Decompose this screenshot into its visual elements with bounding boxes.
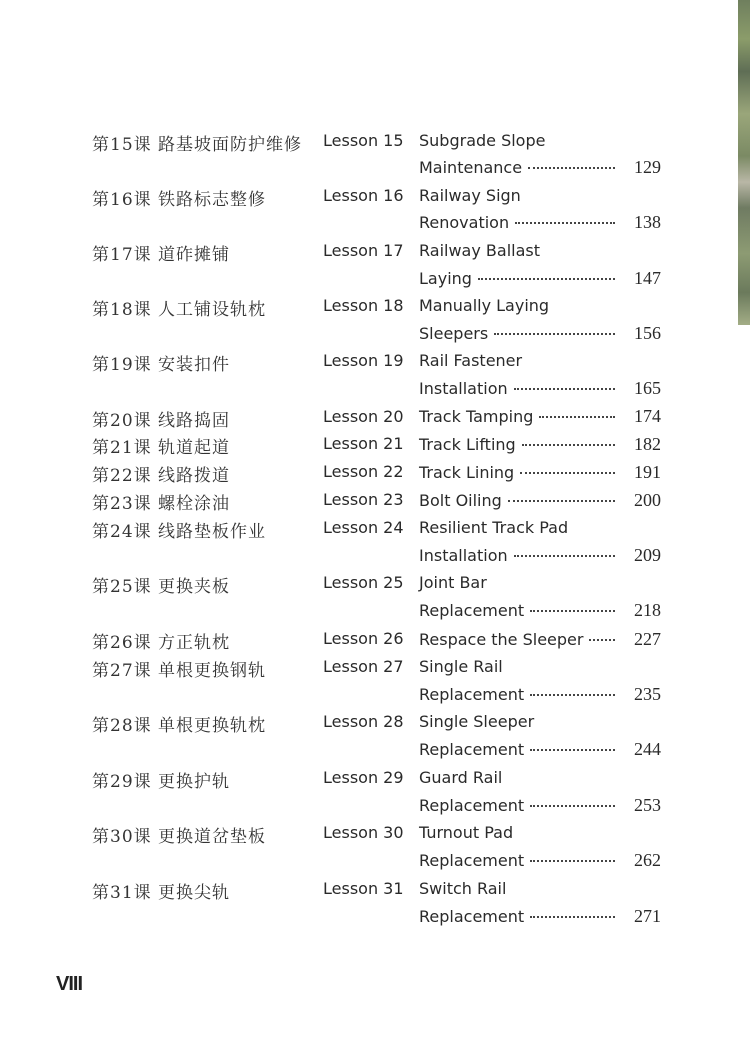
toc-en-title-line2: Replacement — [419, 907, 525, 926]
toc-page-number: 262 — [634, 850, 661, 870]
leader-dots — [494, 333, 615, 335]
toc-cn-title: 第21课 轨道起道 — [92, 438, 231, 458]
toc-en-title-line1: Railway Ballast — [419, 241, 540, 260]
toc-lesson-number: Lesson 31 — [323, 879, 404, 898]
toc-cn-title: 第16课 铁路标志整修 — [92, 190, 267, 210]
toc-lesson-number: Lesson 28 — [323, 712, 404, 731]
toc-en-title-line1: Guard Rail — [419, 768, 503, 787]
toc-en-title-line1: Single Rail — [419, 657, 503, 676]
leader-dots — [530, 805, 615, 807]
leader-dots — [515, 222, 615, 224]
leader-dots — [530, 916, 615, 918]
toc-en-title-line1: Subgrade Slope — [419, 131, 546, 150]
toc-en-title-line1: Switch Rail — [419, 879, 507, 898]
toc-en-title-line2: Maintenance — [419, 158, 523, 177]
toc-en-title-line2: Replacement — [419, 601, 525, 620]
toc-cn-title: 第19课 安装扣件 — [92, 355, 231, 375]
toc-cn-title: 第27课 单根更换钢轨 — [92, 661, 267, 681]
leader-dots — [522, 444, 615, 446]
toc-lesson-number: Lesson 18 — [323, 296, 404, 315]
leader-dots — [530, 749, 615, 751]
toc-page-number: 218 — [634, 600, 661, 620]
toc-en-title-line1: Turnout Pad — [419, 823, 514, 842]
toc-cn-title: 第15课 路基坡面防护维修 — [92, 135, 303, 155]
toc-page-number: 156 — [634, 323, 661, 343]
leader-dots — [589, 639, 615, 641]
toc-page-number: 253 — [634, 795, 661, 815]
toc-en-title-line2: Installation — [419, 546, 508, 565]
leader-dots — [530, 860, 615, 862]
toc-en-title-line2: Sleepers — [419, 324, 489, 343]
toc-page-number: 200 — [634, 490, 661, 510]
toc-cn-title: 第28课 单根更换轨枕 — [92, 716, 267, 736]
toc-page-number: 227 — [634, 629, 661, 649]
page-number-roman: VIII — [56, 973, 83, 995]
toc-cn-title: 第17课 道砟摊铺 — [92, 245, 231, 265]
leader-dots — [539, 416, 615, 418]
toc-cn-title: 第29课 更换护轨 — [92, 772, 231, 792]
leader-dots — [508, 500, 615, 502]
toc-en-title-line1: Rail Fastener — [419, 351, 523, 370]
toc-page-number: 138 — [634, 212, 661, 232]
toc-en-title-line2: Replacement — [419, 740, 525, 759]
toc-page-number: 271 — [634, 906, 661, 926]
toc-page-number: 129 — [634, 157, 661, 177]
toc-en-title: Track Lining — [419, 463, 515, 482]
toc-lesson-number: Lesson 22 — [323, 462, 404, 481]
toc-en-title-line2: Renovation — [419, 213, 510, 232]
leader-dots — [528, 167, 615, 169]
toc-cn-title: 第26课 方正轨枕 — [92, 633, 231, 653]
toc-cn-title: 第31课 更换尖轨 — [92, 883, 231, 903]
toc-en-title-line1: Joint Bar — [419, 573, 487, 592]
leader-dots — [530, 694, 615, 696]
toc-page-number: 244 — [634, 739, 661, 759]
toc-lesson-number: Lesson 20 — [323, 407, 404, 426]
toc-lesson-number: Lesson 30 — [323, 823, 404, 842]
toc-lesson-number: Lesson 19 — [323, 351, 404, 370]
toc-lesson-number: Lesson 23 — [323, 490, 404, 509]
toc-lesson-number: Lesson 17 — [323, 241, 404, 260]
toc-cn-title: 第25课 更换夹板 — [92, 577, 231, 597]
toc-page-number: 191 — [634, 462, 661, 482]
toc-lesson-number: Lesson 25 — [323, 573, 404, 592]
toc-page-number: 235 — [634, 684, 661, 704]
toc-page-number: 147 — [634, 268, 661, 288]
toc-en-title-line2: Installation — [419, 379, 508, 398]
toc-en-title: Bolt Oiling — [419, 491, 502, 510]
toc-lesson-number: Lesson 15 — [323, 131, 404, 150]
toc-lesson-number: Lesson 21 — [323, 434, 404, 453]
toc-cn-title: 第18课 人工铺设轨枕 — [92, 300, 267, 320]
toc-en-title-line1: Resilient Track Pad — [419, 518, 569, 537]
toc-en-title: Track Tamping — [419, 407, 534, 426]
toc-cn-title: 第22课 线路拨道 — [92, 466, 231, 486]
toc-en-title-line2: Replacement — [419, 796, 525, 815]
toc-lesson-number: Lesson 29 — [323, 768, 404, 787]
toc-en-title-line2: Replacement — [419, 685, 525, 704]
toc-cn-title: 第30课 更换道岔垫板 — [92, 827, 267, 847]
leader-dots — [514, 555, 615, 557]
toc-page-number: 209 — [634, 545, 661, 565]
toc-cn-title: 第20课 线路捣固 — [92, 411, 231, 431]
toc-en-title: Respace the Sleeper — [419, 630, 584, 649]
toc-en-title-line2: Replacement — [419, 851, 525, 870]
toc-lesson-number: Lesson 16 — [323, 186, 404, 205]
toc-en-title-line1: Manually Laying — [419, 296, 550, 315]
toc-page-number: 165 — [634, 378, 661, 398]
toc-lesson-number: Lesson 26 — [323, 629, 404, 648]
leader-dots — [530, 610, 615, 612]
leader-dots — [478, 278, 615, 280]
toc-lesson-number: Lesson 27 — [323, 657, 404, 676]
toc-en-title: Track Lifting — [419, 435, 516, 454]
toc-page-number: 182 — [634, 434, 661, 454]
toc-page-number: 174 — [634, 406, 661, 426]
toc-en-title-line1: Railway Sign — [419, 186, 521, 205]
toc-cn-title: 第23课 螺栓涂油 — [92, 494, 231, 514]
cover-photo-strip — [738, 0, 750, 325]
toc-lesson-number: Lesson 24 — [323, 518, 404, 537]
toc-cn-title: 第24课 线路垫板作业 — [92, 522, 267, 542]
leader-dots — [520, 472, 615, 474]
toc-en-title-line2: Laying — [419, 269, 472, 288]
leader-dots — [514, 388, 615, 390]
toc-en-title-line1: Single Sleeper — [419, 712, 535, 731]
